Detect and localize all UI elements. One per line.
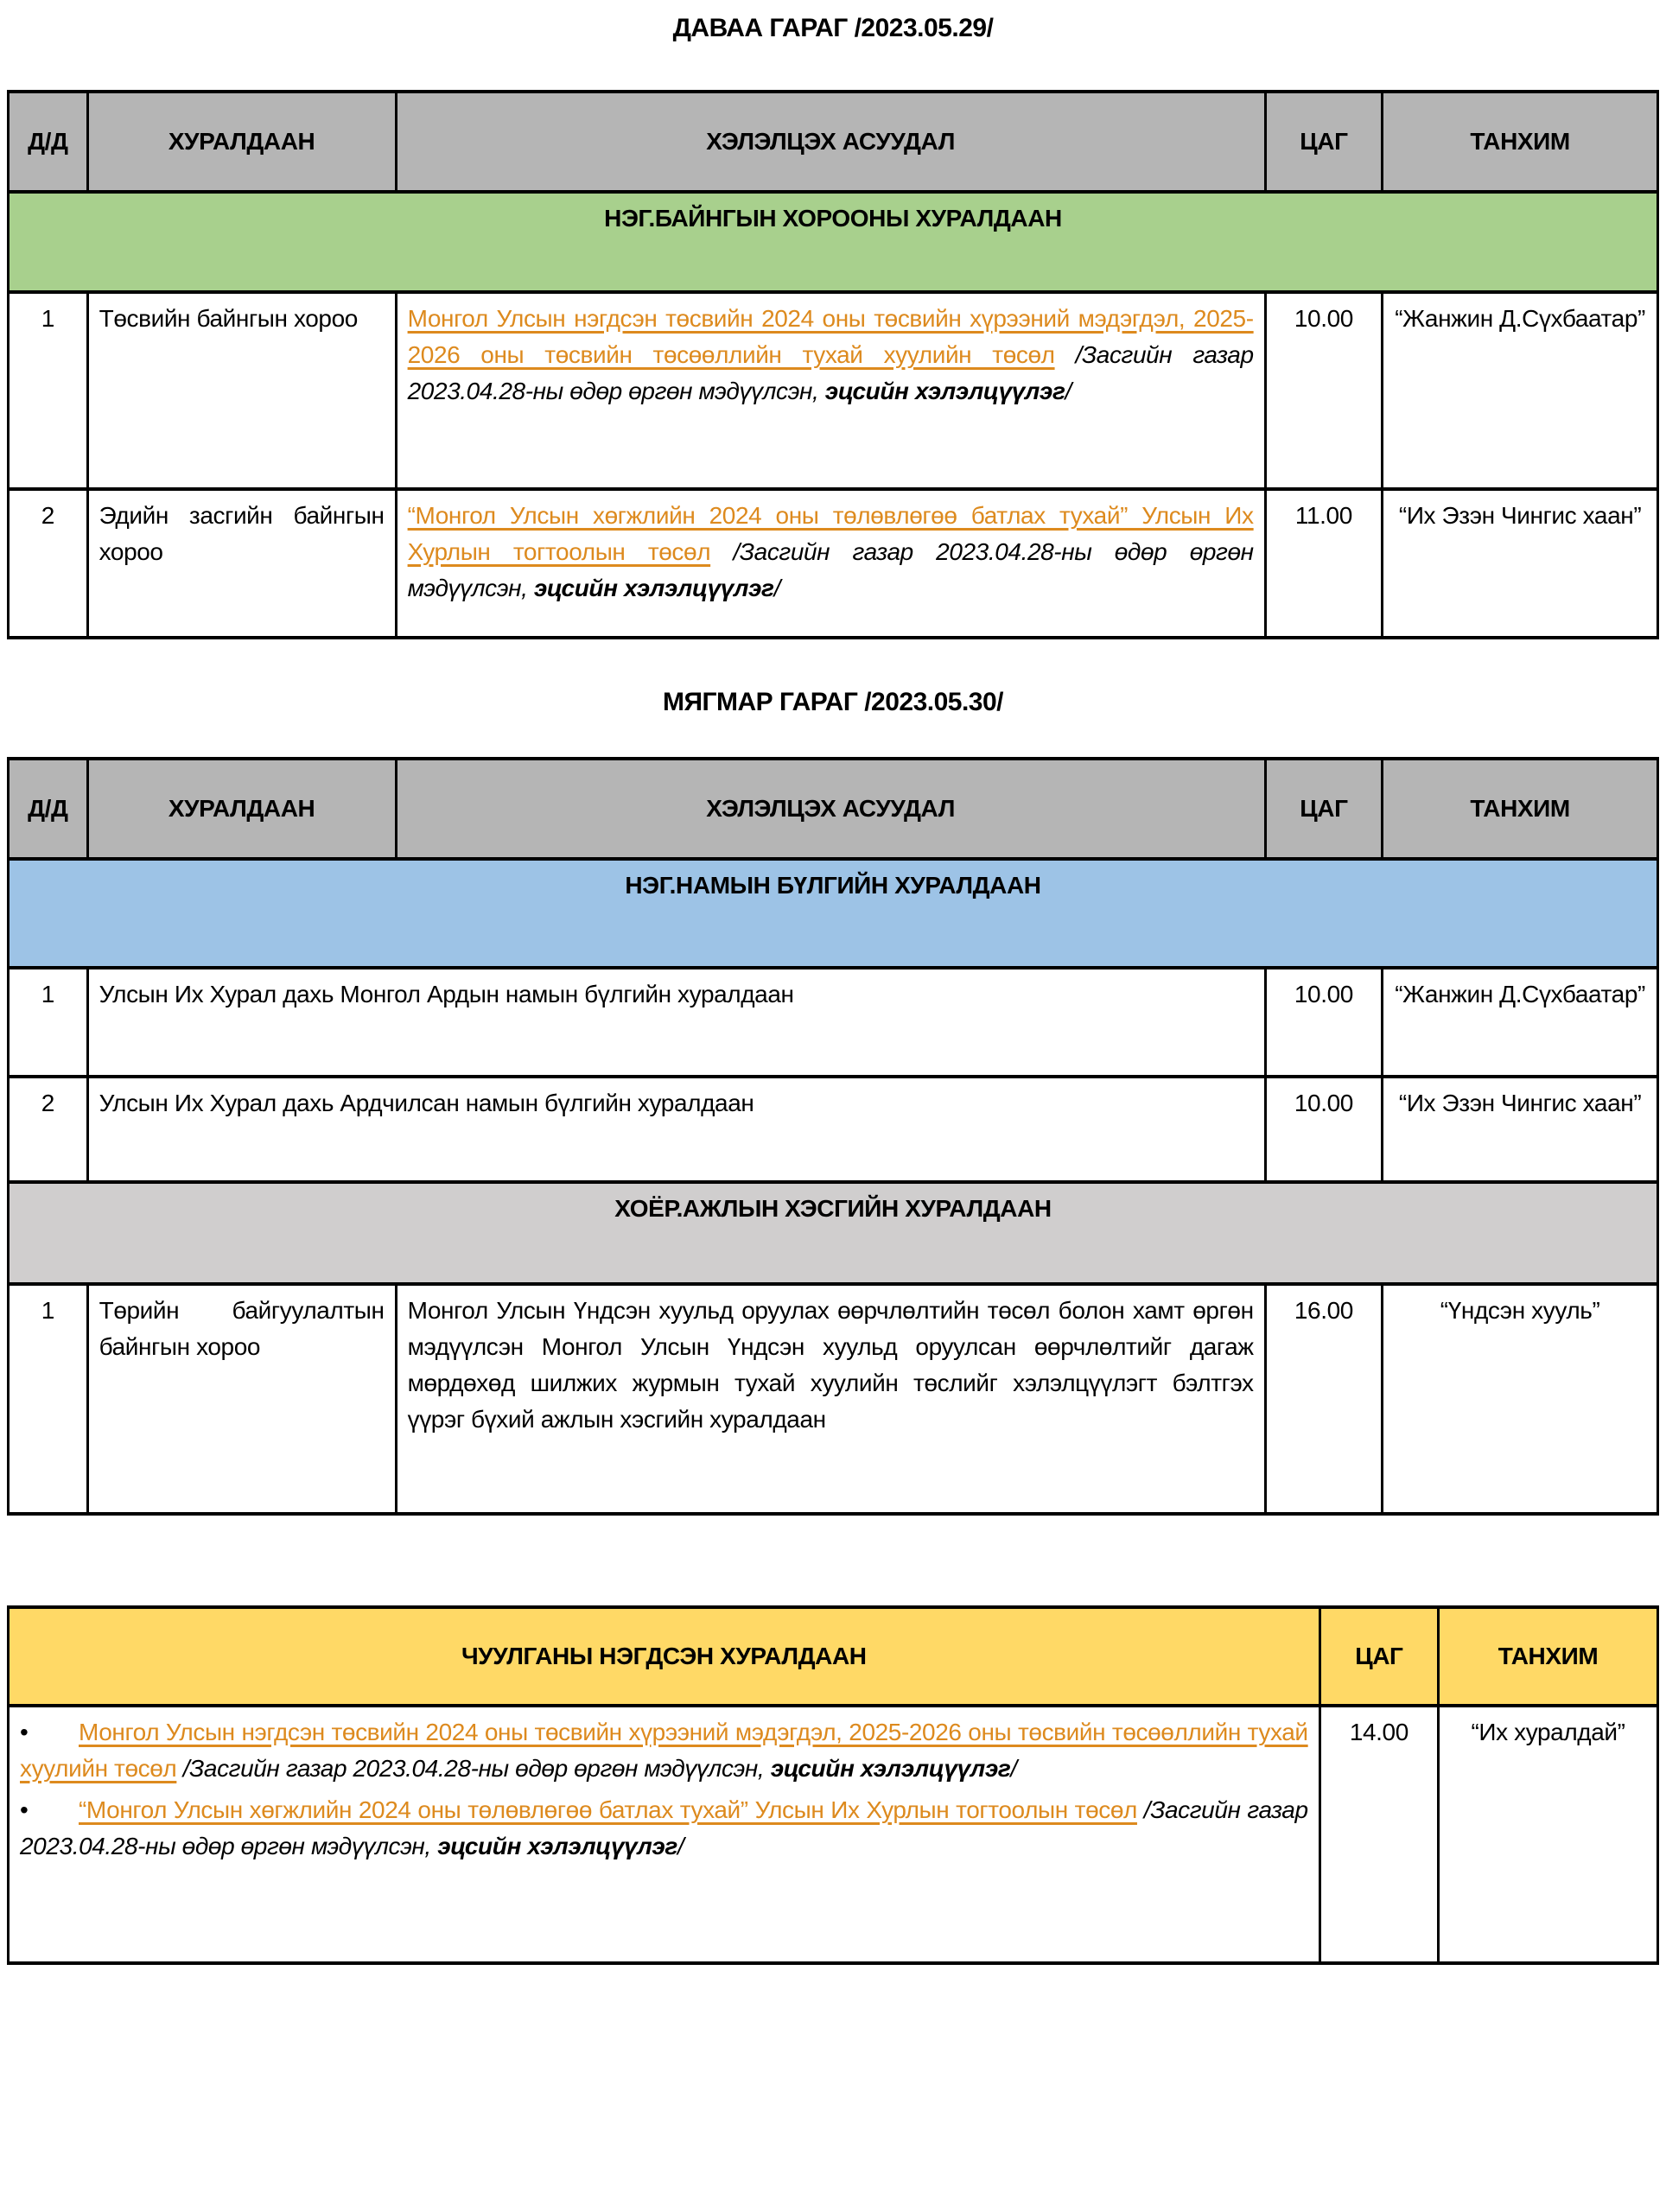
agenda-item [20, 1714, 1308, 1787]
hall-cell: “Жанжин Д.Сүхбаатар” [1383, 968, 1658, 1077]
section-banner-row [9, 859, 1658, 968]
bullet-icon: • [20, 1796, 29, 1823]
row-number-cell: 1 [9, 1284, 88, 1514]
section-banner-party-group: НЭГ.НАМЫН БҮЛГИЙН ХУРАЛДААН [9, 859, 1658, 968]
day-title-tuesday: МЯГМАР ГАРАГ /2023.05.30/ [662, 688, 1004, 716]
header-row [9, 759, 1658, 859]
hall-cell: “Их хуралдай” [1439, 1706, 1658, 1963]
column-header-num: Д/Д [9, 759, 88, 859]
column-header-meeting: ХУРАЛДААН [87, 759, 396, 859]
issue-cell: Монгол Улсын Үндсэн хуульд оруулах өөрчлөлтийн төсөл болон хамт өргөн мэдүүлсэн Монгол Улсын Үндсэн хуульд оруулсан өөрчлөлтийг дагаж мөрдөхөд шилжих журмын тухай хуулийн төслийг хэлэлцүүлэгт бэлтгэх үүрэг бүхий ажлын хэсгийн хуралдаан [396, 1284, 1265, 1514]
issue-link[interactable]: Монгол Улсын нэгдсэн төсвийн 2024 оны төсвийн хүрээний мэдэгдэл, 2025-2026 оны төсвийн төсөөллийн тухай хуулийн төсөл [20, 1719, 1308, 1782]
committee-cell: Төсвийн байнгын хороо [87, 292, 396, 489]
submission-note-bold: эцсийн хэлэлцүүлэг [824, 378, 1065, 404]
section-banner-row [9, 192, 1658, 292]
row-number-cell: 1 [9, 292, 88, 489]
hall-cell: “Их Эзэн Чингис хаан” [1383, 489, 1658, 638]
submission-note-end: / [1065, 378, 1071, 404]
submission-note-end: / [773, 575, 780, 601]
issue-link[interactable]: “Монгол Улсын хөгжлийн 2024 оны төлөвлөгөө батлах тухай” Улсын Их Хурлын тогтоолын төсөл [407, 502, 1254, 565]
time-cell: 10.00 [1265, 292, 1383, 489]
column-header-hall: ТАНХИМ [1439, 1607, 1658, 1706]
submission-note-end: / [677, 1833, 684, 1859]
section-banner-standing-committee: НЭГ.БАЙНГЫН ХОРООНЫ ХУРАЛДААН [9, 192, 1658, 292]
row-number-cell: 2 [9, 489, 88, 638]
schedule-table-monday [7, 90, 1659, 639]
header-row [9, 92, 1658, 192]
meeting-cell: Улсын Их Хурал дахь Ардчилсан намын бүлгийн хуралдаан [87, 1077, 1265, 1182]
submission-note: /Засгийн газар 2023.04.28-ны өдөр өргөн мэдүүлсэн, [176, 1755, 771, 1782]
issue-cell [396, 489, 1265, 638]
submission-note-end: / [1010, 1755, 1017, 1782]
day-title-monday: ДАВАА ГАРАГ /2023.05.29/ [672, 14, 994, 42]
column-header-num: Д/Д [9, 92, 88, 192]
plenary-agenda-cell [9, 1706, 1320, 1963]
hall-cell: “Их Эзэн Чингис хаан” [1383, 1077, 1658, 1182]
section-banner-row [9, 1182, 1658, 1284]
table-row [9, 968, 1658, 1077]
issue-link[interactable]: “Монгол Улсын хөгжлийн 2024 оны төлөвлөгөө батлах тухай” Улсын Их Хурлын тогтоолын төсөл [79, 1796, 1137, 1823]
column-header-time: ЦАГ [1319, 1607, 1438, 1706]
row-number-cell: 1 [9, 968, 88, 1077]
committee-cell: Эдийн засгийн байнгын хороо [87, 489, 396, 638]
table-row [9, 1284, 1658, 1514]
column-header-time: ЦАГ [1265, 759, 1383, 859]
column-header-issue: ХЭЛЭЛЦЭХ АСУУДАЛ [396, 759, 1265, 859]
agenda-item [20, 1792, 1308, 1865]
submission-note: /Засгийн газар 2023.04.28-ны өдөр өргөн мэдүүлсэн, [20, 1796, 1308, 1859]
hall-cell: “Жанжин Д.Сүхбаатар” [1383, 292, 1658, 489]
submission-note: /Засгийн газар 2023.04.28-ны өдөр өргөн мэдүүлсэн, [407, 341, 1254, 404]
table-row [9, 1706, 1658, 1963]
column-header-issue: ХЭЛЭЛЦЭХ АСУУДАЛ [396, 92, 1265, 192]
column-header-meeting: ХУРАЛДААН [87, 92, 396, 192]
section-banner-working-group: ХОЁР.АЖЛЫН ХЭСГИЙН ХУРАЛДААН [9, 1182, 1658, 1284]
issue-cell [396, 292, 1265, 489]
time-cell: 16.00 [1265, 1284, 1383, 1514]
time-cell: 10.00 [1265, 968, 1383, 1077]
table-row [9, 489, 1658, 638]
column-header-hall: ТАНХИМ [1383, 92, 1658, 192]
submission-note-bold: эцсийн хэлэлцүүлэг [770, 1755, 1011, 1782]
meeting-cell: Улсын Их Хурал дахь Монгол Ардын намын бүлгийн хуралдаан [87, 968, 1265, 1077]
schedule-table-plenary [7, 1605, 1659, 1965]
plenary-title-header: ЧУУЛГАНЫ НЭГДСЭН ХУРАЛДААН [9, 1607, 1320, 1706]
table-row [9, 1077, 1658, 1182]
time-cell: 14.00 [1319, 1706, 1438, 1963]
issue-link[interactable]: Монгол Улсын нэгдсэн төсвийн 2024 оны төсвийн хүрээний мэдэгдэл, 2025-2026 оны төсвийн төсөөллийн тухай хуулийн төсөл [407, 305, 1254, 368]
header-row [9, 1607, 1658, 1706]
submission-note-bold: эцсийн хэлэлцүүлэг [437, 1833, 677, 1859]
time-cell: 11.00 [1265, 489, 1383, 638]
submission-note-bold: эцсийн хэлэлцүүлэг [533, 575, 774, 601]
bullet-icon: • [20, 1719, 29, 1745]
committee-cell: Төрийн байгуулалтын байнгын хороо [87, 1284, 396, 1514]
row-number-cell: 2 [9, 1077, 88, 1182]
hall-cell: “Үндсэн хууль” [1383, 1284, 1658, 1514]
time-cell: 10.00 [1265, 1077, 1383, 1182]
column-header-hall: ТАНХИМ [1383, 759, 1658, 859]
submission-note: /Засгийн газар 2023.04.28-ны өдөр өргөн мэдүүлсэн, [407, 538, 1254, 601]
column-header-time: ЦАГ [1265, 92, 1383, 192]
schedule-table-tuesday [7, 757, 1659, 1516]
table-row [9, 292, 1658, 489]
